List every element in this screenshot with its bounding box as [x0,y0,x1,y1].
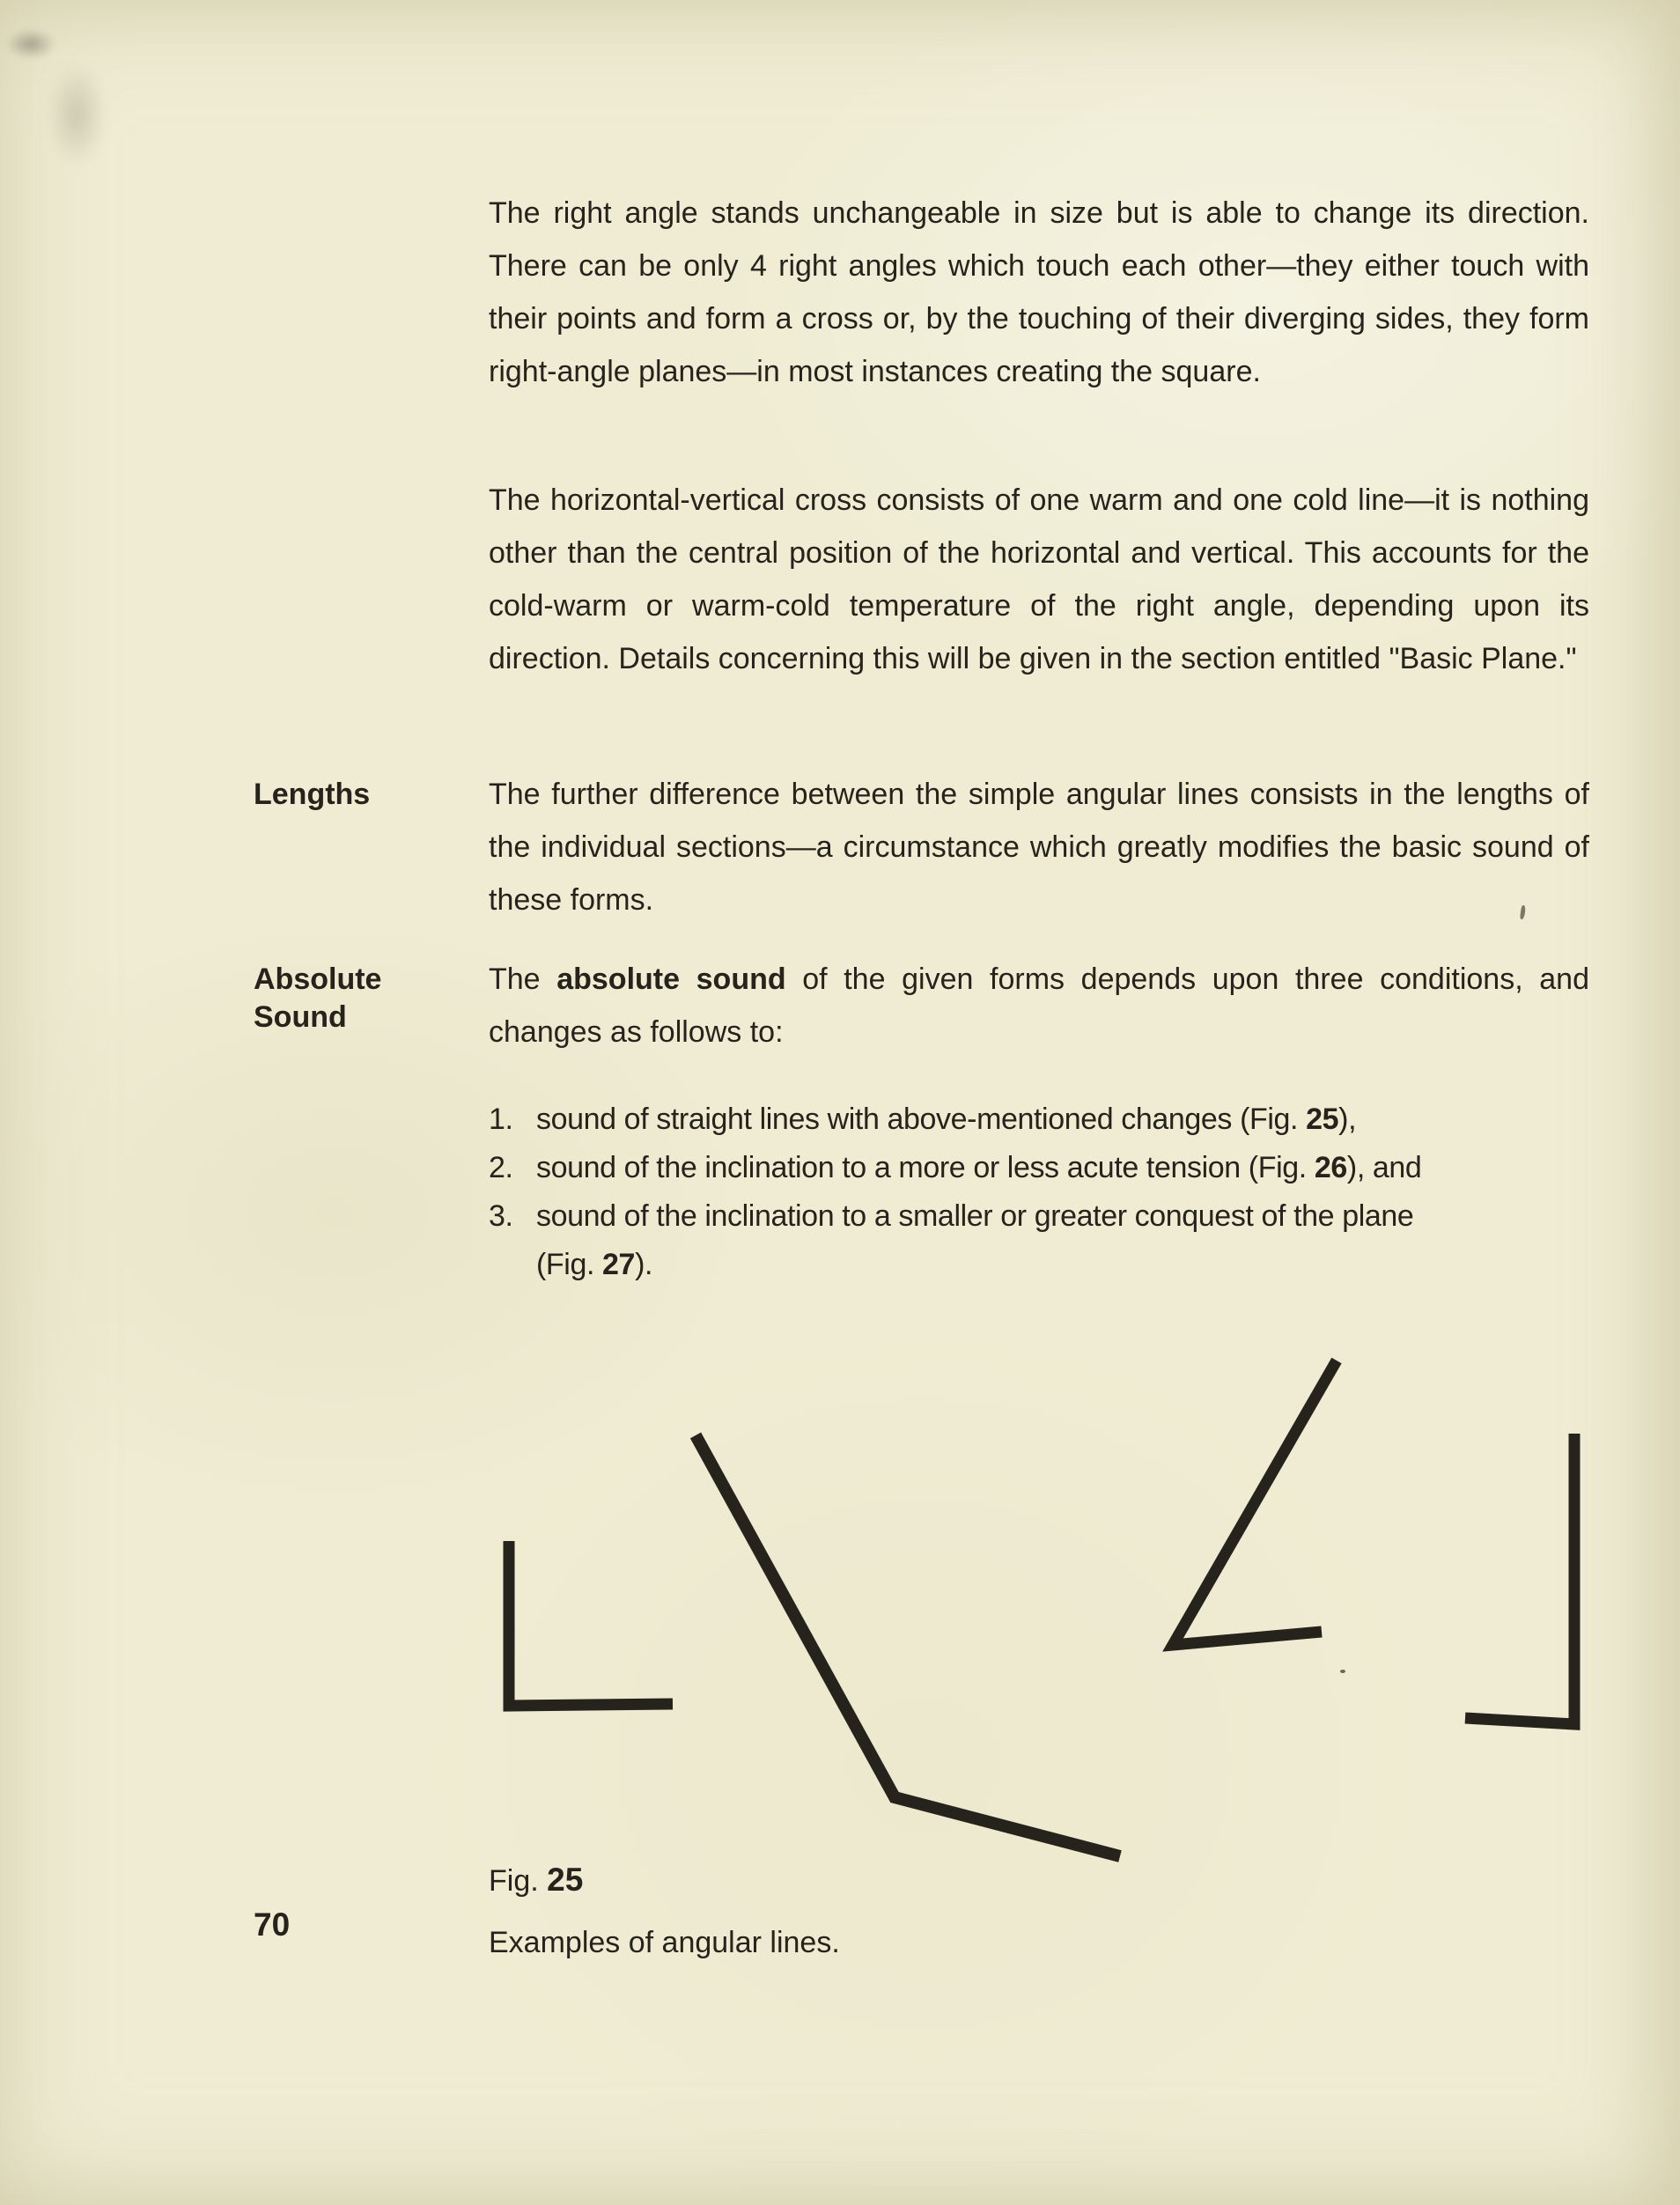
caption-fig-number: 25 [547,1862,584,1898]
margin-label-line: Sound [254,1000,347,1034]
list-item-number: 1. [489,1102,513,1136]
bold-term-absolute-sound: absolute sound [556,962,786,996]
paragraph-text: of the given forms depends upon three conditions, and changes as follows to: [489,962,1590,1049]
obtuse-angle-center [696,1435,1120,1856]
list-item-fragment: sound of straight lines with above-mentioned changes (Fig. [536,1102,1307,1136]
list-item-fragment: (Fig. [536,1248,603,1281]
acute-angle-right [1173,1361,1337,1645]
paragraph-horizontal-vertical-cross: The horizontal-vertical cross consists of one warm and one cold line—it is nothing other than the central position of the horizontal and vertical. This accounts for the cold-warm or warm-cold temperature of the right angle, depending upon its direction. Details concerning this will be given in the section entitled "Basic Plane." [489,483,1589,675]
list-item-fragment: ). [635,1248,653,1281]
figure-reference-number: 26 [1314,1151,1347,1184]
list-item-fragment: ), and [1346,1151,1422,1184]
paragraph-lengths: The further difference between the simple angular lines consists in the lengths of the individual sections—a circumstance which greatly modifies the basic sound of these forms. [489,778,1589,917]
figure-reference-number: 25 [1306,1102,1339,1136]
figure-caption-text: Examples of angular lines. [489,1926,840,1959]
paragraph-right-angle: The right angle stands unchangeable in size but is able to change its direction. There can be only 4 right angles which touch each other—they either touch with their points and form a cross or, by the touching of their diverging sides, they form right-angle planes—in most instances creating the square. [489,196,1589,388]
figure-caption-label [489,1861,583,1900]
list-item-fragment: sound of the inclination to a smaller or greater conquest of the plane [536,1199,1414,1233]
paragraph-text: The [489,962,557,996]
margin-label-lengths: Lengths [254,778,371,811]
figure-reference-number: 27 [602,1248,636,1281]
page-number: 70 [254,1906,291,1943]
paper-fleck [1340,1670,1345,1673]
right-angle-far-right [1465,1434,1574,1724]
right-angle-left [509,1541,673,1706]
list-item-fragment: ), [1338,1102,1357,1136]
list-item-fragment: sound of the inclination to a more or less acute tension (Fig. [536,1151,1315,1184]
margin-label-line: Absolute [254,962,382,996]
caption-fig-word: Fig. [489,1864,548,1898]
list-item-number: 3. [489,1199,513,1233]
list-item-number: 2. [489,1151,513,1184]
